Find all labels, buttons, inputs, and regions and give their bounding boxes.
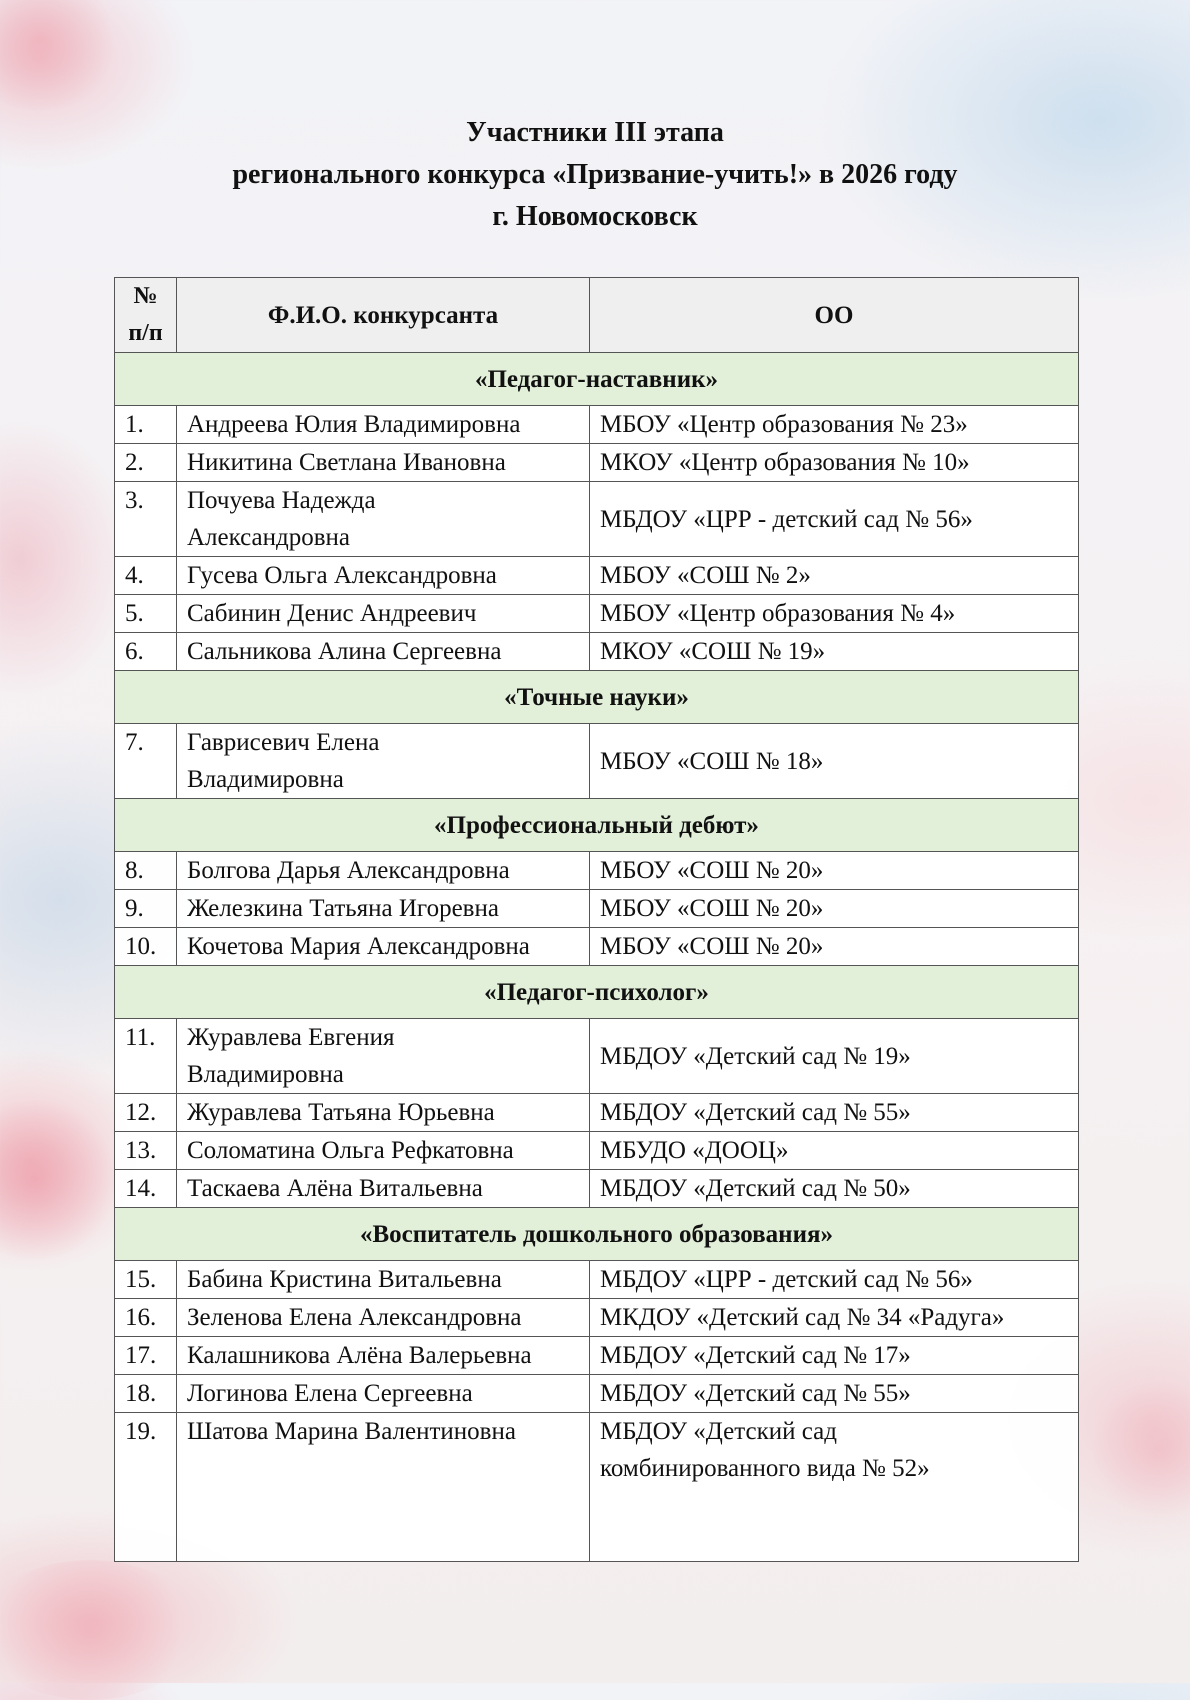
row-name: Болгова Дарья Александровна <box>177 852 590 890</box>
title-line-3: г. Новомосковск <box>492 201 698 232</box>
header-name: Ф.И.О. конкурсанта <box>177 278 590 353</box>
row-org: МБОУ «Центр образования № 4» <box>590 595 1079 633</box>
row-name: Бабина Кристина Витальевна <box>177 1261 590 1299</box>
row-org-line-2: комбинированного вида № 52» <box>600 1455 930 1482</box>
background-blossom-bottom-left <box>0 1560 200 1700</box>
row-name: Соломатина Ольга Рефкатовна <box>177 1132 590 1170</box>
header-number-line-2: п/п <box>128 320 163 346</box>
row-name: Кочетова Мария Александровна <box>177 928 590 966</box>
row-number: 17. <box>115 1337 177 1375</box>
section-row <box>115 353 1079 406</box>
row-number: 12. <box>115 1094 177 1132</box>
row-number: 2. <box>115 444 177 482</box>
table-row <box>115 595 1079 633</box>
row-name: Таскаева Алёна Витальевна <box>177 1170 590 1208</box>
row-name-line-1: Почуева Надежда <box>187 487 376 514</box>
table-row <box>115 1094 1079 1132</box>
row-number: 8. <box>115 852 177 890</box>
table-row <box>115 1170 1079 1208</box>
row-org: МБДОУ «ЦРР - детский сад № 56» <box>590 482 1079 557</box>
row-name: Шатова Марина Валентиновна <box>177 1413 590 1562</box>
row-name <box>177 482 590 557</box>
row-number: 6. <box>115 633 177 671</box>
header-number-line-1: № <box>133 283 158 309</box>
row-name-line-1: Гаврисевич Елена <box>187 729 380 756</box>
background-blossom-left <box>0 1100 120 1260</box>
row-org: МБОУ «СОШ № 20» <box>590 852 1079 890</box>
table-row <box>115 1019 1079 1094</box>
table-row <box>115 1413 1079 1562</box>
section-title: «Педагог-наставник» <box>115 353 1079 406</box>
section-row <box>115 799 1079 852</box>
row-org: МБОУ «СОШ № 20» <box>590 890 1079 928</box>
row-number: 19. <box>115 1413 177 1562</box>
row-name-line-2: Владимировна <box>187 1061 344 1088</box>
row-name-line-1: Журавлева Евгения <box>187 1024 395 1051</box>
row-name-line-2: Владимировна <box>187 766 344 793</box>
row-name: Железкина Татьяна Игоревна <box>177 890 590 928</box>
table-row <box>115 890 1079 928</box>
row-org: МБДОУ «Детский сад № 55» <box>590 1375 1079 1413</box>
section-row <box>115 1208 1079 1261</box>
table-row <box>115 1299 1079 1337</box>
row-org: МБОУ «Центр образования № 23» <box>590 406 1079 444</box>
table-row <box>115 1337 1079 1375</box>
row-name <box>177 1019 590 1094</box>
table-row <box>115 557 1079 595</box>
row-org: МБОУ «СОШ № 18» <box>590 724 1079 799</box>
table-row <box>115 928 1079 966</box>
section-title: «Профессиональный дебют» <box>115 799 1079 852</box>
section-title: «Точные науки» <box>115 671 1079 724</box>
row-number: 5. <box>115 595 177 633</box>
row-org-line-1: МБДОУ «Детский сад <box>600 1418 837 1445</box>
title-line-1: Участники III этапа <box>466 117 724 148</box>
background-blossom-right <box>1090 1380 1190 1520</box>
row-org: МБДОУ «Детский сад № 17» <box>590 1337 1079 1375</box>
row-org: МКОУ «СОШ № 19» <box>590 633 1079 671</box>
row-number: 4. <box>115 557 177 595</box>
row-org: МКОУ «Центр образования № 10» <box>590 444 1079 482</box>
row-number: 9. <box>115 890 177 928</box>
row-org: МБДОУ «ЦРР - детский сад № 56» <box>590 1261 1079 1299</box>
row-org <box>590 1413 1079 1562</box>
title-line-2: регионального конкурса «Призвание-учить!» в 2026 году <box>232 159 958 190</box>
document-title <box>0 112 1190 238</box>
section-row <box>115 966 1079 1019</box>
row-name: Сальникова Алина Сергеевна <box>177 633 590 671</box>
row-org: МБДОУ «Детский сад № 50» <box>590 1170 1079 1208</box>
table-row <box>115 633 1079 671</box>
row-org: МБОУ «СОШ № 2» <box>590 557 1079 595</box>
row-number: 13. <box>115 1132 177 1170</box>
row-number: 15. <box>115 1261 177 1299</box>
row-name-line-2: Александровна <box>187 524 351 551</box>
row-org: МБОУ «СОШ № 20» <box>590 928 1079 966</box>
table-row <box>115 444 1079 482</box>
row-name: Гусева Ольга Александровна <box>177 557 590 595</box>
row-org: МБДОУ «Детский сад № 55» <box>590 1094 1079 1132</box>
table-row <box>115 1261 1079 1299</box>
row-name: Никитина Светлана Ивановна <box>177 444 590 482</box>
table-header-row <box>115 278 1079 353</box>
header-org: ОО <box>590 278 1079 353</box>
row-org: МБУДО «ДООЦ» <box>590 1132 1079 1170</box>
section-title: «Воспитатель дошкольного образования» <box>115 1208 1079 1261</box>
participants-table <box>114 277 1079 1562</box>
header-number <box>115 278 177 353</box>
row-number: 11. <box>115 1019 177 1094</box>
row-number: 18. <box>115 1375 177 1413</box>
row-name: Зеленова Елена Александровна <box>177 1299 590 1337</box>
section-row <box>115 671 1079 724</box>
table-row <box>115 1375 1079 1413</box>
table-row <box>115 406 1079 444</box>
table-row <box>115 482 1079 557</box>
row-number: 14. <box>115 1170 177 1208</box>
background-blossom-top-left <box>0 0 120 110</box>
row-name <box>177 724 590 799</box>
table-row <box>115 852 1079 890</box>
row-name: Логинова Елена Сергеевна <box>177 1375 590 1413</box>
row-number: 3. <box>115 482 177 557</box>
row-org: МБДОУ «Детский сад № 19» <box>590 1019 1079 1094</box>
row-name: Андреева Юлия Владимировна <box>177 406 590 444</box>
row-number: 10. <box>115 928 177 966</box>
row-name: Журавлева Татьяна Юрьевна <box>177 1094 590 1132</box>
row-name: Калашникова Алёна Валерьевна <box>177 1337 590 1375</box>
section-title: «Педагог-психолог» <box>115 966 1079 1019</box>
row-number: 7. <box>115 724 177 799</box>
table-row <box>115 724 1079 799</box>
row-org: МКДОУ «Детский сад № 34 «Радуга» <box>590 1299 1079 1337</box>
row-name: Сабинин Денис Андреевич <box>177 595 590 633</box>
row-number: 1. <box>115 406 177 444</box>
row-number: 16. <box>115 1299 177 1337</box>
table-row <box>115 1132 1079 1170</box>
